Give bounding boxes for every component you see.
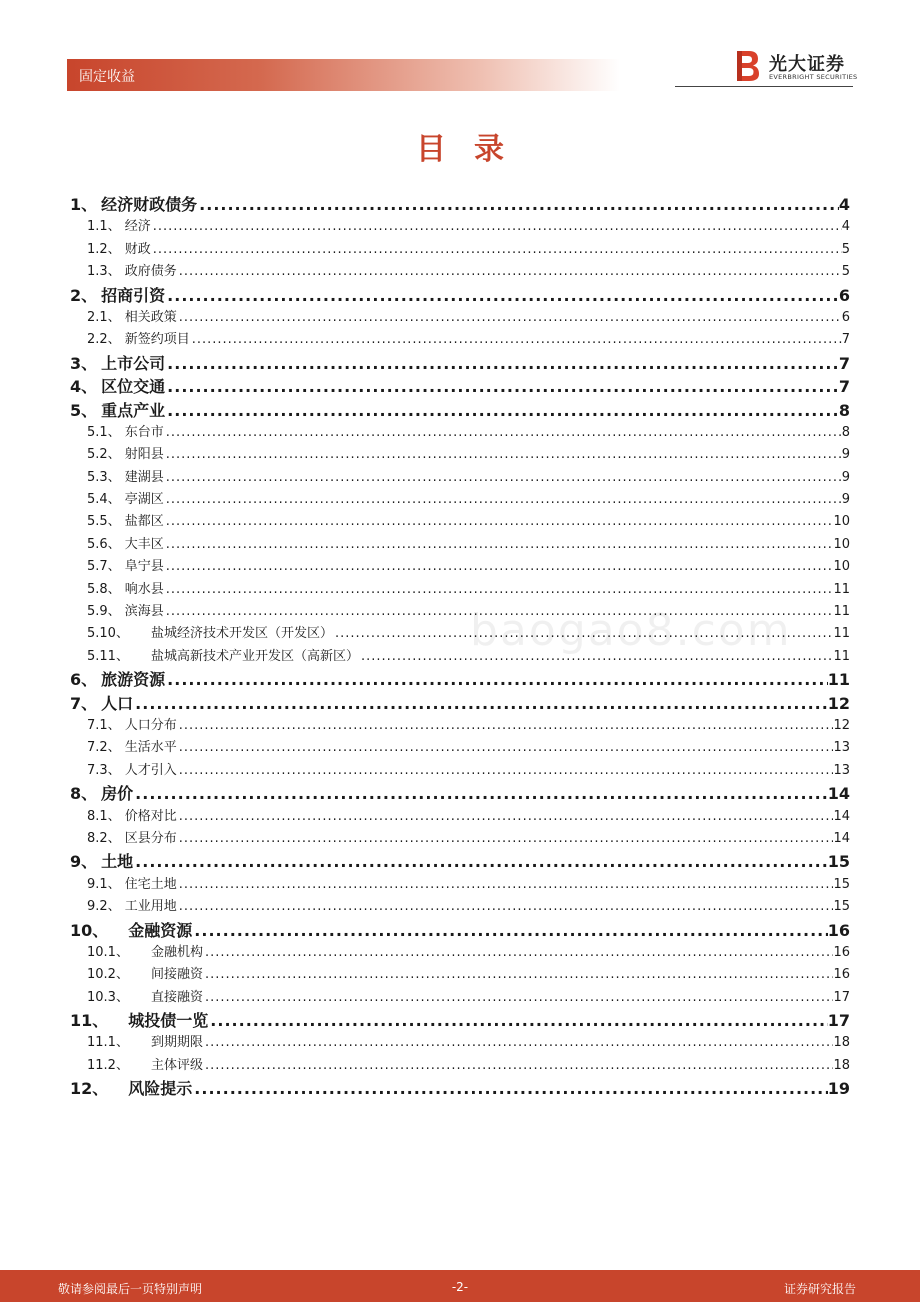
toc-label: 射阳县 <box>124 447 164 463</box>
toc-page-number: 4 <box>841 219 850 235</box>
toc-page-number: 11 <box>833 604 850 620</box>
toc-leader-dots <box>192 1077 827 1100</box>
toc-leader-dots <box>165 284 839 307</box>
toc-label: 上市公司 <box>101 353 166 373</box>
brand-name-cn: 光大证券 <box>769 54 845 75</box>
toc-page-number: 11 <box>833 581 850 597</box>
toc-page-number: 17 <box>833 989 850 1005</box>
toc-label: 风险提示 <box>128 1079 193 1099</box>
toc-page-number: 13 <box>833 740 850 756</box>
toc-leader-dots <box>177 896 834 918</box>
toc-entry-chapter[interactable] <box>70 375 850 398</box>
toc-label: 旅游资源 <box>101 670 166 690</box>
toc-number: 8、 <box>70 784 98 804</box>
toc-entry-section[interactable] <box>70 422 850 444</box>
toc-leader-dots <box>203 964 833 986</box>
toc-entry-chapter[interactable] <box>70 284 850 307</box>
toc-leader-dots <box>165 375 839 398</box>
toc-page-number: 4 <box>838 195 850 214</box>
toc-label: 人才引入 <box>124 762 177 778</box>
toc-leader-dots <box>177 828 834 850</box>
toc-entry-chapter[interactable] <box>70 193 850 216</box>
toc-number: 5.6、 <box>87 536 121 552</box>
toc-page-number: 15 <box>833 876 850 892</box>
toc-label: 政府债务 <box>124 264 177 280</box>
toc-label: 人口 <box>101 693 134 713</box>
toc-page-number: 11 <box>827 670 850 690</box>
toc-number: 2、 <box>70 285 98 305</box>
toc-page-number: 17 <box>827 1011 850 1031</box>
toc-page-number: 14 <box>833 808 850 824</box>
toc-label: 响水县 <box>124 581 164 597</box>
toc-page-number: 11 <box>833 626 850 642</box>
toc-entry-chapter[interactable] <box>70 782 850 805</box>
toc-label: 价格对比 <box>124 808 177 824</box>
toc-entry-section[interactable] <box>70 828 850 850</box>
toc-number: 10.1、 <box>87 944 129 960</box>
toc-leader-dots <box>151 216 842 238</box>
toc-label: 住宅土地 <box>124 876 177 892</box>
toc-number: 12、 <box>70 1079 109 1099</box>
toc-number: 2.1、 <box>87 309 121 325</box>
toc-leader-dots <box>164 511 834 533</box>
watermark: baogao8.com <box>470 605 792 656</box>
toc-leader-dots <box>165 352 839 375</box>
toc-number: 9.1、 <box>87 876 121 892</box>
toc-entry-section[interactable] <box>70 760 850 782</box>
toc-number: 5.8、 <box>87 581 121 597</box>
toc-number: 10、 <box>70 920 109 940</box>
toc-number: 7、 <box>70 693 98 713</box>
toc-page-number: 10 <box>833 514 850 530</box>
toc-entry-section[interactable] <box>70 646 850 668</box>
toc-page-number: 9 <box>841 492 850 508</box>
toc-leader-dots <box>177 737 834 759</box>
toc-page-number: 10 <box>833 536 850 552</box>
toc-page-number: 15 <box>827 852 850 872</box>
toc-number: 1.2、 <box>87 241 121 257</box>
toc-number: 1.1、 <box>87 219 121 235</box>
toc-leader-dots <box>197 193 839 216</box>
toc-leader-dots <box>164 534 834 556</box>
toc-leader-dots <box>133 782 828 805</box>
toc-leader-dots <box>164 601 834 623</box>
toc-label: 经济 <box>124 219 151 235</box>
toc-page-number: 16 <box>833 944 850 960</box>
toc-page-number: 12 <box>827 693 850 713</box>
toc-label: 相关政策 <box>124 309 177 325</box>
toc-entry-section[interactable] <box>70 942 850 964</box>
toc-label: 间接融资 <box>150 967 203 983</box>
toc-label: 金融机构 <box>150 944 203 960</box>
brand-name-en: EVERBRIGHT SECURITIES <box>769 73 858 81</box>
toc-entry-section[interactable] <box>70 737 850 759</box>
toc-entry-section[interactable] <box>70 874 850 896</box>
toc-number: 1.3、 <box>87 264 121 280</box>
toc-page-number: 12 <box>833 717 850 733</box>
toc-page-number: 7 <box>838 353 850 373</box>
toc-entry-section[interactable] <box>70 216 850 238</box>
toc-number: 7.2、 <box>87 740 121 756</box>
page-title: 目录 <box>416 132 532 167</box>
toc-number: 9.2、 <box>87 899 121 915</box>
toc-page-number: 5 <box>841 264 850 280</box>
toc-leader-dots <box>203 1055 833 1077</box>
toc-leader-dots <box>359 646 833 668</box>
toc-leader-dots <box>164 467 842 489</box>
toc-leader-dots <box>203 942 833 964</box>
toc-entry-section[interactable] <box>70 511 850 533</box>
toc-entry-chapter[interactable] <box>70 692 850 715</box>
toc-number: 8.2、 <box>87 830 121 846</box>
toc-leader-dots <box>165 399 839 422</box>
section-label: 固定收益 <box>79 69 135 85</box>
footer-report-type: 证券研究报告 <box>783 1282 856 1296</box>
toc-number: 8.1、 <box>87 808 121 824</box>
toc-label: 生活水平 <box>124 740 177 756</box>
toc-label: 直接融资 <box>150 989 203 1005</box>
toc-entry-section[interactable] <box>70 307 850 329</box>
header-band <box>67 59 620 91</box>
toc-entry-chapter[interactable] <box>70 850 850 873</box>
toc-page-number: 19 <box>827 1079 850 1099</box>
toc-label: 人口分布 <box>124 717 177 733</box>
toc-entry-section[interactable] <box>70 534 850 556</box>
toc-label: 建湖县 <box>124 469 164 485</box>
toc-leader-dots <box>151 239 842 261</box>
toc-page-number: 9 <box>841 447 850 463</box>
toc-number: 5.9、 <box>87 604 121 620</box>
toc-leader-dots <box>177 806 834 828</box>
toc-entry-section[interactable] <box>70 987 850 1009</box>
toc-page-number: 6 <box>841 309 850 325</box>
toc-leader-dots <box>333 623 833 645</box>
toc-number: 1、 <box>70 195 98 214</box>
toc-number: 5.1、 <box>87 424 121 440</box>
toc-entry-section[interactable] <box>70 806 850 828</box>
toc-label: 金融资源 <box>128 920 193 940</box>
toc-entry-section[interactable] <box>70 623 850 645</box>
toc-page-number: 9 <box>841 469 850 485</box>
toc-leader-dots <box>133 850 828 873</box>
toc-label: 房价 <box>101 784 134 804</box>
toc-page-number: 10 <box>833 559 850 575</box>
toc-entry-chapter[interactable] <box>70 352 850 375</box>
toc-number: 10.3、 <box>87 989 129 1005</box>
toc-page-number: 13 <box>833 762 850 778</box>
toc-entry-chapter[interactable] <box>70 668 850 691</box>
toc-number: 11.1、 <box>87 1035 129 1051</box>
toc-number: 10.2、 <box>87 967 129 983</box>
footer-disclaimer: 敬请参阅最后一页特别声明 <box>58 1282 203 1296</box>
toc-entry-section[interactable] <box>70 239 850 261</box>
toc-page-number: 8 <box>838 400 850 420</box>
toc-leader-dots <box>164 579 834 601</box>
toc-label: 盐城高新技术产业开发区（高新区） <box>150 648 359 664</box>
toc-number: 5.5、 <box>87 514 121 530</box>
toc-leader-dots <box>164 556 834 578</box>
toc-leader-dots <box>177 261 842 283</box>
toc-label: 新签约项目 <box>124 332 190 348</box>
toc-entry-chapter[interactable] <box>70 1077 850 1100</box>
toc-leader-dots <box>177 760 834 782</box>
toc-entry-section[interactable] <box>70 964 850 986</box>
toc-page-number: 15 <box>833 899 850 915</box>
toc-page-number: 16 <box>833 967 850 983</box>
toc-label: 区位交通 <box>101 377 166 397</box>
toc-label: 亭湖区 <box>124 492 164 508</box>
toc-label: 主体评级 <box>150 1057 203 1073</box>
toc-label: 城投债一览 <box>128 1011 209 1031</box>
toc-number: 7.3、 <box>87 762 121 778</box>
toc-label: 招商引资 <box>101 285 166 305</box>
toc-label: 盐城经济技术开发区（开发区） <box>150 626 333 642</box>
toc-entry-chapter[interactable] <box>70 1009 850 1032</box>
toc-entry-section[interactable] <box>70 579 850 601</box>
toc-entry-section[interactable] <box>70 489 850 511</box>
toc-label: 区县分布 <box>124 830 177 846</box>
toc-label: 盐都区 <box>124 514 164 530</box>
toc-entry-section[interactable] <box>70 1032 850 1054</box>
toc-page-number: 11 <box>833 648 850 664</box>
toc-number: 3、 <box>70 353 98 373</box>
table-of-contents <box>70 193 850 1101</box>
toc-leader-dots <box>164 489 842 511</box>
toc-leader-dots <box>177 874 834 896</box>
toc-label: 土地 <box>101 852 134 872</box>
toc-label: 重点产业 <box>101 400 166 420</box>
toc-entry-section[interactable] <box>70 896 850 918</box>
toc-entry-section[interactable] <box>70 444 850 466</box>
toc-leader-dots <box>164 422 842 444</box>
toc-leader-dots <box>203 987 833 1009</box>
toc-page-number: 6 <box>838 285 850 305</box>
toc-label: 阜宁县 <box>124 559 164 575</box>
toc-leader-dots <box>192 919 827 942</box>
toc-label: 工业用地 <box>124 899 177 915</box>
toc-number: 5、 <box>70 400 98 420</box>
brand-logo <box>735 49 858 85</box>
toc-number: 5.4、 <box>87 492 121 508</box>
toc-page-number: 5 <box>841 241 850 257</box>
toc-label: 大丰区 <box>124 536 164 552</box>
toc-leader-dots <box>208 1009 827 1032</box>
toc-number: 11、 <box>70 1011 109 1031</box>
toc-label: 财政 <box>124 241 151 257</box>
toc-label: 经济财政债务 <box>101 195 198 214</box>
toc-page-number: 7 <box>841 332 850 348</box>
toc-number: 2.2、 <box>87 332 121 348</box>
toc-number: 5.3、 <box>87 469 121 485</box>
toc-leader-dots <box>164 444 842 466</box>
toc-number: 4、 <box>70 377 98 397</box>
toc-entry-section[interactable] <box>70 556 850 578</box>
toc-label: 到期期限 <box>150 1035 203 1051</box>
toc-label: 东台市 <box>124 424 164 440</box>
toc-leader-dots <box>165 668 828 691</box>
toc-number: 7.1、 <box>87 717 121 733</box>
toc-page-number: 16 <box>827 920 850 940</box>
toc-entry-section[interactable] <box>70 261 850 283</box>
toc-number: 6、 <box>70 670 98 690</box>
toc-entry-section[interactable] <box>70 467 850 489</box>
toc-page-number: 14 <box>827 784 850 804</box>
toc-entry-chapter[interactable] <box>70 399 850 422</box>
toc-page-number: 7 <box>838 377 850 397</box>
toc-number: 11.2、 <box>87 1057 129 1073</box>
toc-leader-dots <box>190 329 842 351</box>
toc-leader-dots <box>177 715 834 737</box>
toc-leader-dots <box>177 307 842 329</box>
toc-entry-section[interactable] <box>70 1055 850 1077</box>
toc-entry-chapter[interactable] <box>70 919 850 942</box>
toc-page-number: 18 <box>833 1035 850 1051</box>
toc-leader-dots <box>133 692 828 715</box>
toc-page-number: 18 <box>833 1057 850 1073</box>
everbright-logo-icon <box>735 49 761 83</box>
toc-entry-section[interactable] <box>70 329 850 351</box>
toc-label: 滨海县 <box>124 604 164 620</box>
header-divider <box>675 86 853 87</box>
toc-number: 5.11、 <box>87 648 129 664</box>
footer-page-number: -2- <box>451 1280 469 1294</box>
toc-entry-section[interactable] <box>70 601 850 623</box>
toc-page-number: 14 <box>833 830 850 846</box>
toc-number: 5.7、 <box>87 559 121 575</box>
toc-number: 5.2、 <box>87 447 121 463</box>
toc-entry-section[interactable] <box>70 715 850 737</box>
toc-number: 9、 <box>70 852 98 872</box>
toc-leader-dots <box>203 1032 833 1054</box>
toc-page-number: 8 <box>841 424 850 440</box>
toc-number: 5.10、 <box>87 626 129 642</box>
